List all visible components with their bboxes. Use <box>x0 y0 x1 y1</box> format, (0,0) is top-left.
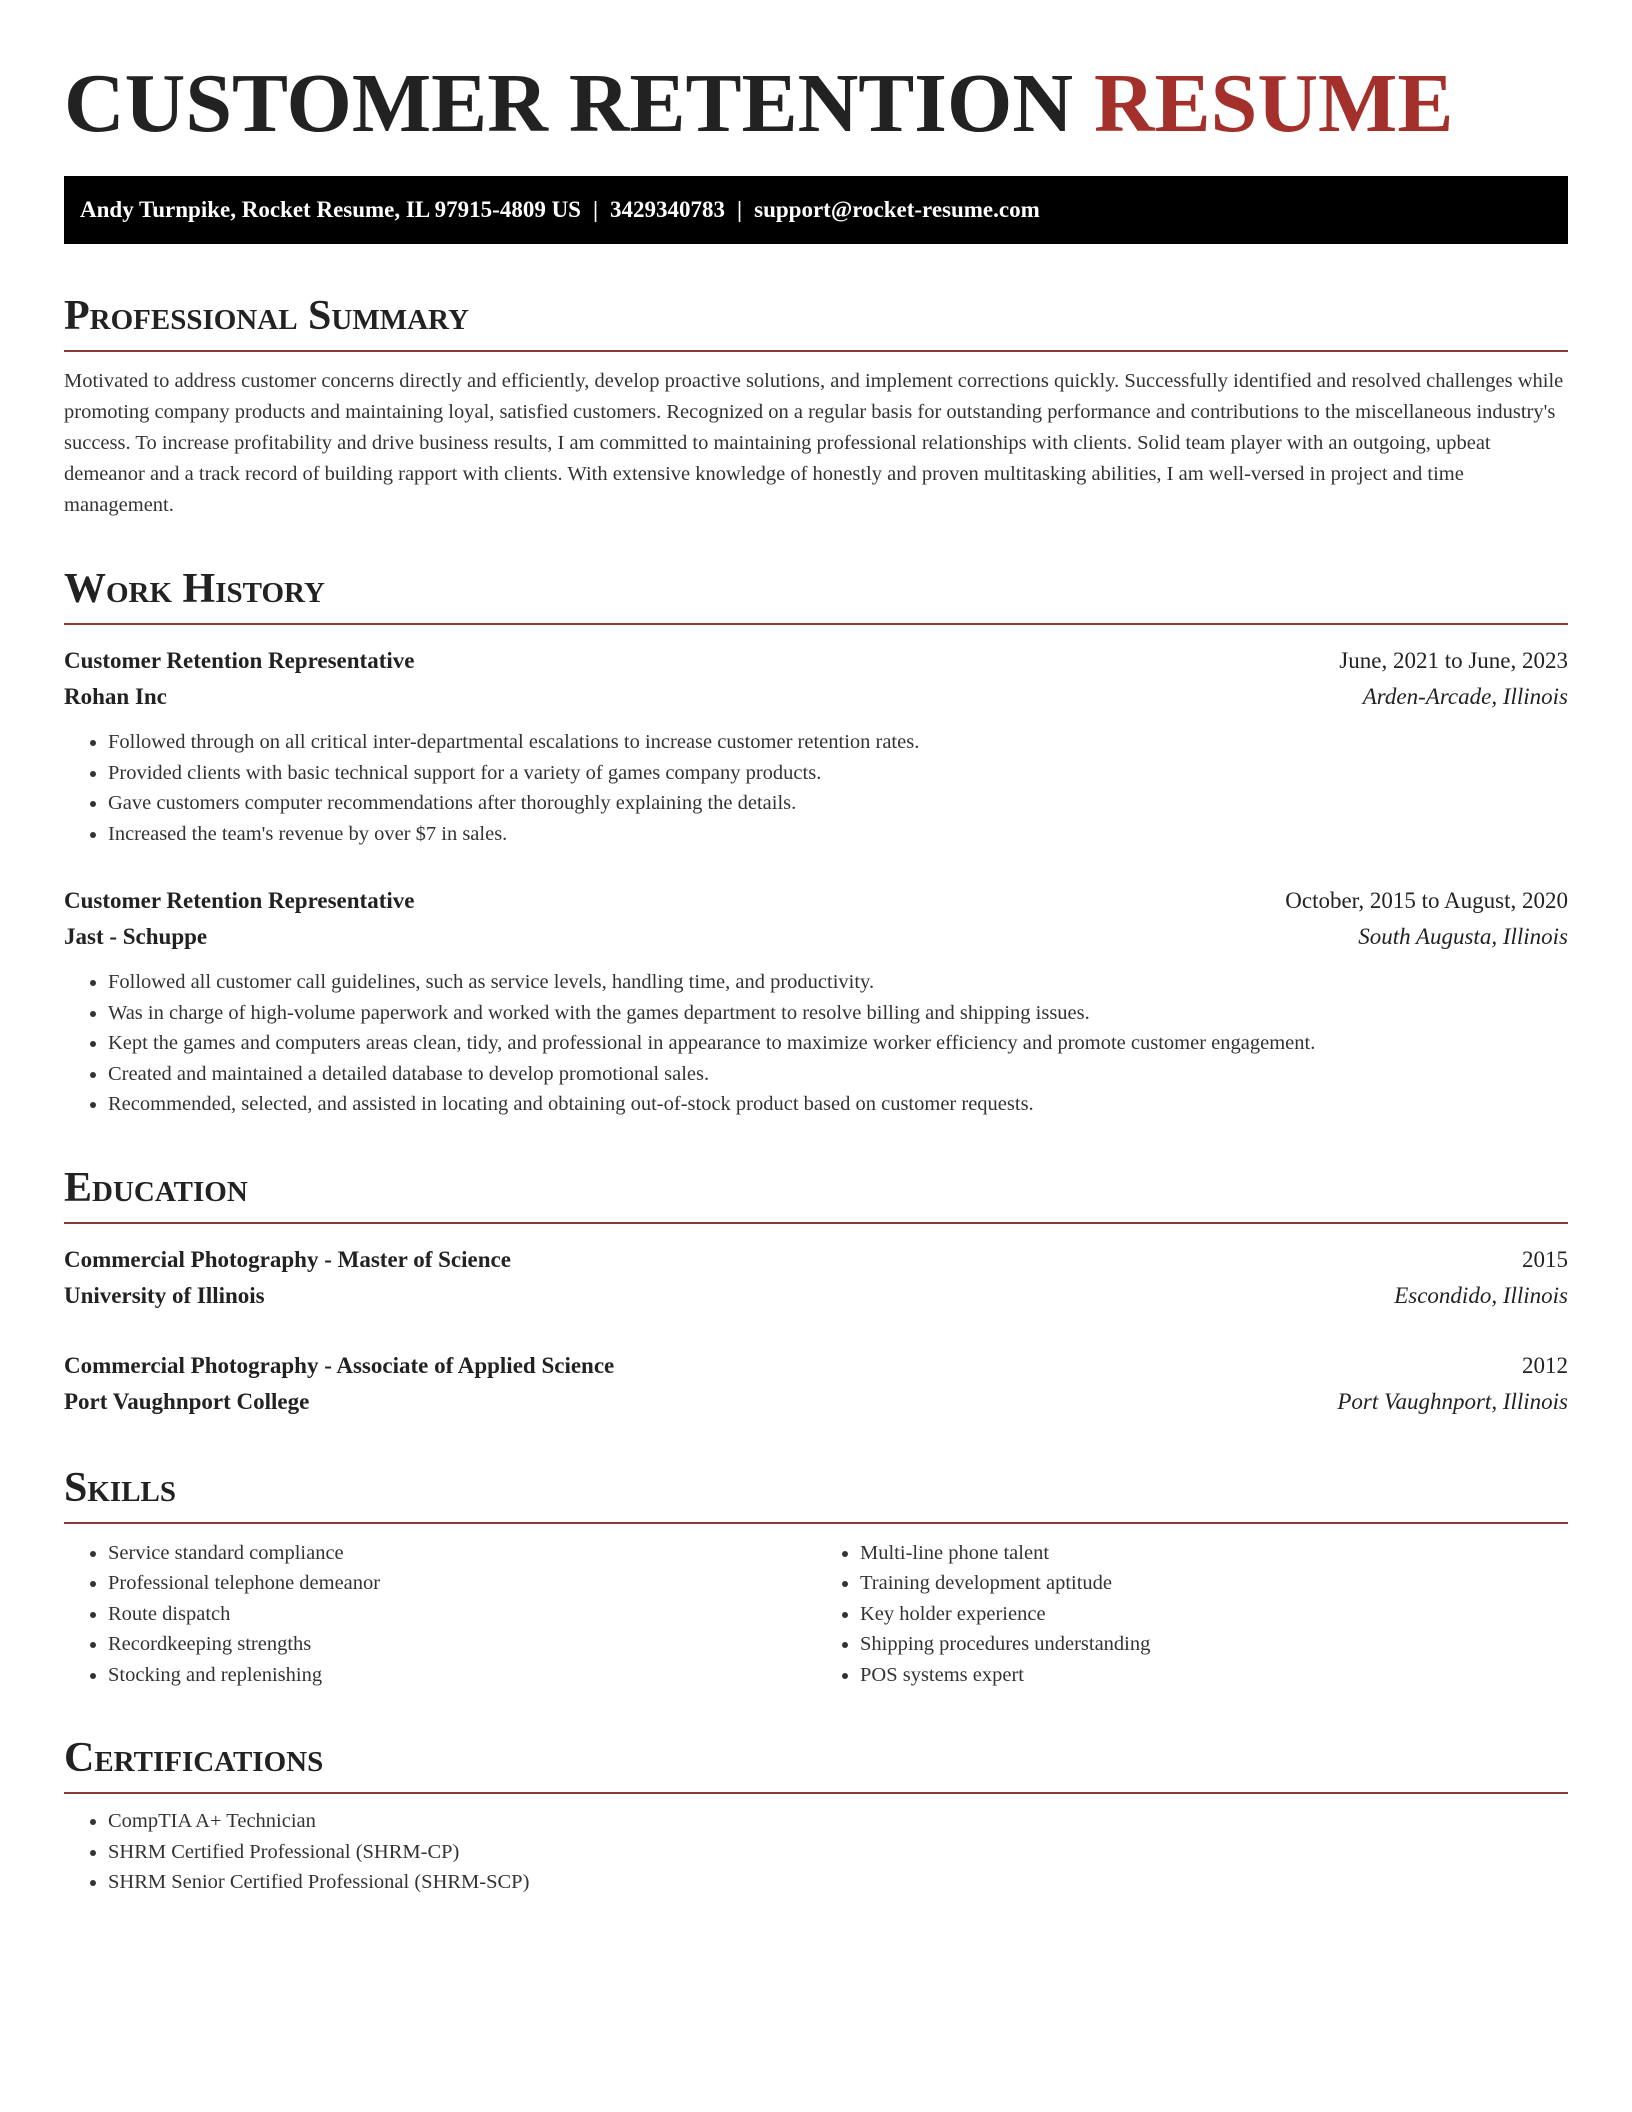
skills-list <box>64 1538 1568 1691</box>
job-header-row <box>64 883 1568 919</box>
job-location: South Augusta, Illinois <box>1358 924 1568 949</box>
certification-item: • CompTIA A+ Technician <box>108 1806 1568 1837</box>
job-bullet: • Was in charge of high-volume paperwork and worked with the games department to resolve billing and shipping issues. <box>108 998 1568 1029</box>
education-year: 2015 <box>1522 1246 1568 1272</box>
education-degree: Commercial Photography - Associate of Applied Science <box>64 1352 615 1378</box>
job-bullet: • Provided clients with basic technical support for a variety of games company products. <box>108 758 1568 789</box>
education-school-row <box>64 1384 1568 1420</box>
job-bullet: • Gave customers computer recommendations after thoroughly explaining the details. <box>108 788 1568 819</box>
certifications-list <box>64 1806 1568 1898</box>
job-bullet: • Followed all customer call guidelines, such as service levels, handling time, and productivity. <box>108 967 1568 998</box>
job-title: Customer Retention Representative <box>64 888 415 913</box>
education-degree-row <box>64 1242 1568 1278</box>
job-dates: October, 2015 to August, 2020 <box>1285 888 1568 913</box>
job-company: Rohan Inc <box>64 684 167 709</box>
job-entry <box>64 883 1568 1120</box>
skills-heading: Skills <box>64 1462 1568 1524</box>
job-dates: June, 2021 to June, 2023 <box>1339 648 1568 673</box>
skills-column-2 <box>816 1538 1568 1691</box>
job-entry <box>64 643 1568 849</box>
education-location: Port Vaughnport, Illinois <box>1337 1388 1568 1414</box>
certification-item: • SHRM Certified Professional (SHRM-CP) <box>108 1837 1568 1868</box>
job-company-row <box>64 919 1568 955</box>
education-year: 2012 <box>1522 1352 1568 1378</box>
education-school: University of Illinois <box>64 1282 265 1308</box>
contact-bar <box>64 176 1568 244</box>
contact-phone[interactable]: 3429340783 <box>610 197 726 222</box>
education-heading: Education <box>64 1162 1568 1224</box>
resume-title <box>64 54 1568 154</box>
contact-address: Andy Turnpike, Rocket Resume, IL 97915-4809 US <box>80 197 581 222</box>
job-bullet: • Followed through on all critical inter-departmental escalations to increase customer retention rates. <box>108 727 1568 758</box>
contact-email[interactable]: support@rocket-resume.com <box>754 197 1040 222</box>
skill-item: • Professional telephone demeanor <box>108 1568 816 1599</box>
education-entry <box>64 1242 1568 1314</box>
contact-separator: | <box>592 197 599 222</box>
resume-title-main: CUSTOMER RETENTION <box>64 57 1073 150</box>
job-location: Arden-Arcade, Illinois <box>1362 684 1568 709</box>
job-bullet: • Recommended, selected, and assisted in locating and obtaining out-of-stock product based on customer requests. <box>108 1089 1568 1120</box>
job-company: Jast - Schuppe <box>64 924 208 949</box>
skill-item: • Training development aptitude <box>860 1568 1568 1599</box>
skill-item: • Service standard compliance <box>108 1538 816 1569</box>
summary-heading: Professional Summary <box>64 290 1568 352</box>
skill-item: • Recordkeeping strengths <box>108 1629 816 1660</box>
job-bullets <box>64 967 1568 1120</box>
education-degree: Commercial Photography - Master of Science <box>64 1246 511 1272</box>
skill-item: • Multi-line phone talent <box>860 1538 1568 1569</box>
certification-item: • SHRM Senior Certified Professional (SHRM-SCP) <box>108 1867 1568 1898</box>
skills-column-1 <box>64 1538 816 1691</box>
education-school-row <box>64 1278 1568 1314</box>
skill-item: • Shipping procedures understanding <box>860 1629 1568 1660</box>
education-school: Port Vaughnport College <box>64 1388 310 1414</box>
education-degree-row <box>64 1348 1568 1384</box>
summary-text: Motivated to address customer concerns directly and efficiently, develop proactive solutions, and implement corrections quickly. Successfully identified and resolved challenges while promoting company products and maintaining loyal, satisfied customers. Recognized on a regular basis for outstanding performance and contributions to the miscellaneous industry's success. To increase profitability and drive business results, I am committed to maintaining professional relationships with clients. Solid team player with an outgoing, upbeat demeanor and a track record of building rapport with clients. With extensive knowledge of honestly and proven multitasking abilities, I am well-versed in project and time management. <box>64 370 1564 516</box>
job-header-row <box>64 643 1568 679</box>
job-bullets <box>64 727 1568 849</box>
skill-item: • Route dispatch <box>108 1599 816 1630</box>
job-bullet: • Increased the team's revenue by over $7 in sales. <box>108 819 1568 850</box>
job-bullet: • Created and maintained a detailed database to develop promotional sales. <box>108 1059 1568 1090</box>
certifications-heading: Certifications <box>64 1732 1568 1794</box>
job-title: Customer Retention Representative <box>64 648 415 673</box>
work-history-heading: Work History <box>64 563 1568 625</box>
education-location: Escondido, Illinois <box>1394 1282 1568 1308</box>
job-bullet: • Kept the games and computers areas clean, tidy, and professional in appearance to maximize worker efficiency and promote customer engagement. <box>108 1028 1568 1059</box>
job-company-row <box>64 679 1568 715</box>
resume-title-accent: RESUME <box>1093 57 1454 150</box>
skill-item: • Key holder experience <box>860 1599 1568 1630</box>
skill-item: • Stocking and replenishing <box>108 1660 816 1691</box>
skill-item: • POS systems expert <box>860 1660 1568 1691</box>
contact-separator: | <box>737 197 743 222</box>
education-entry <box>64 1348 1568 1420</box>
